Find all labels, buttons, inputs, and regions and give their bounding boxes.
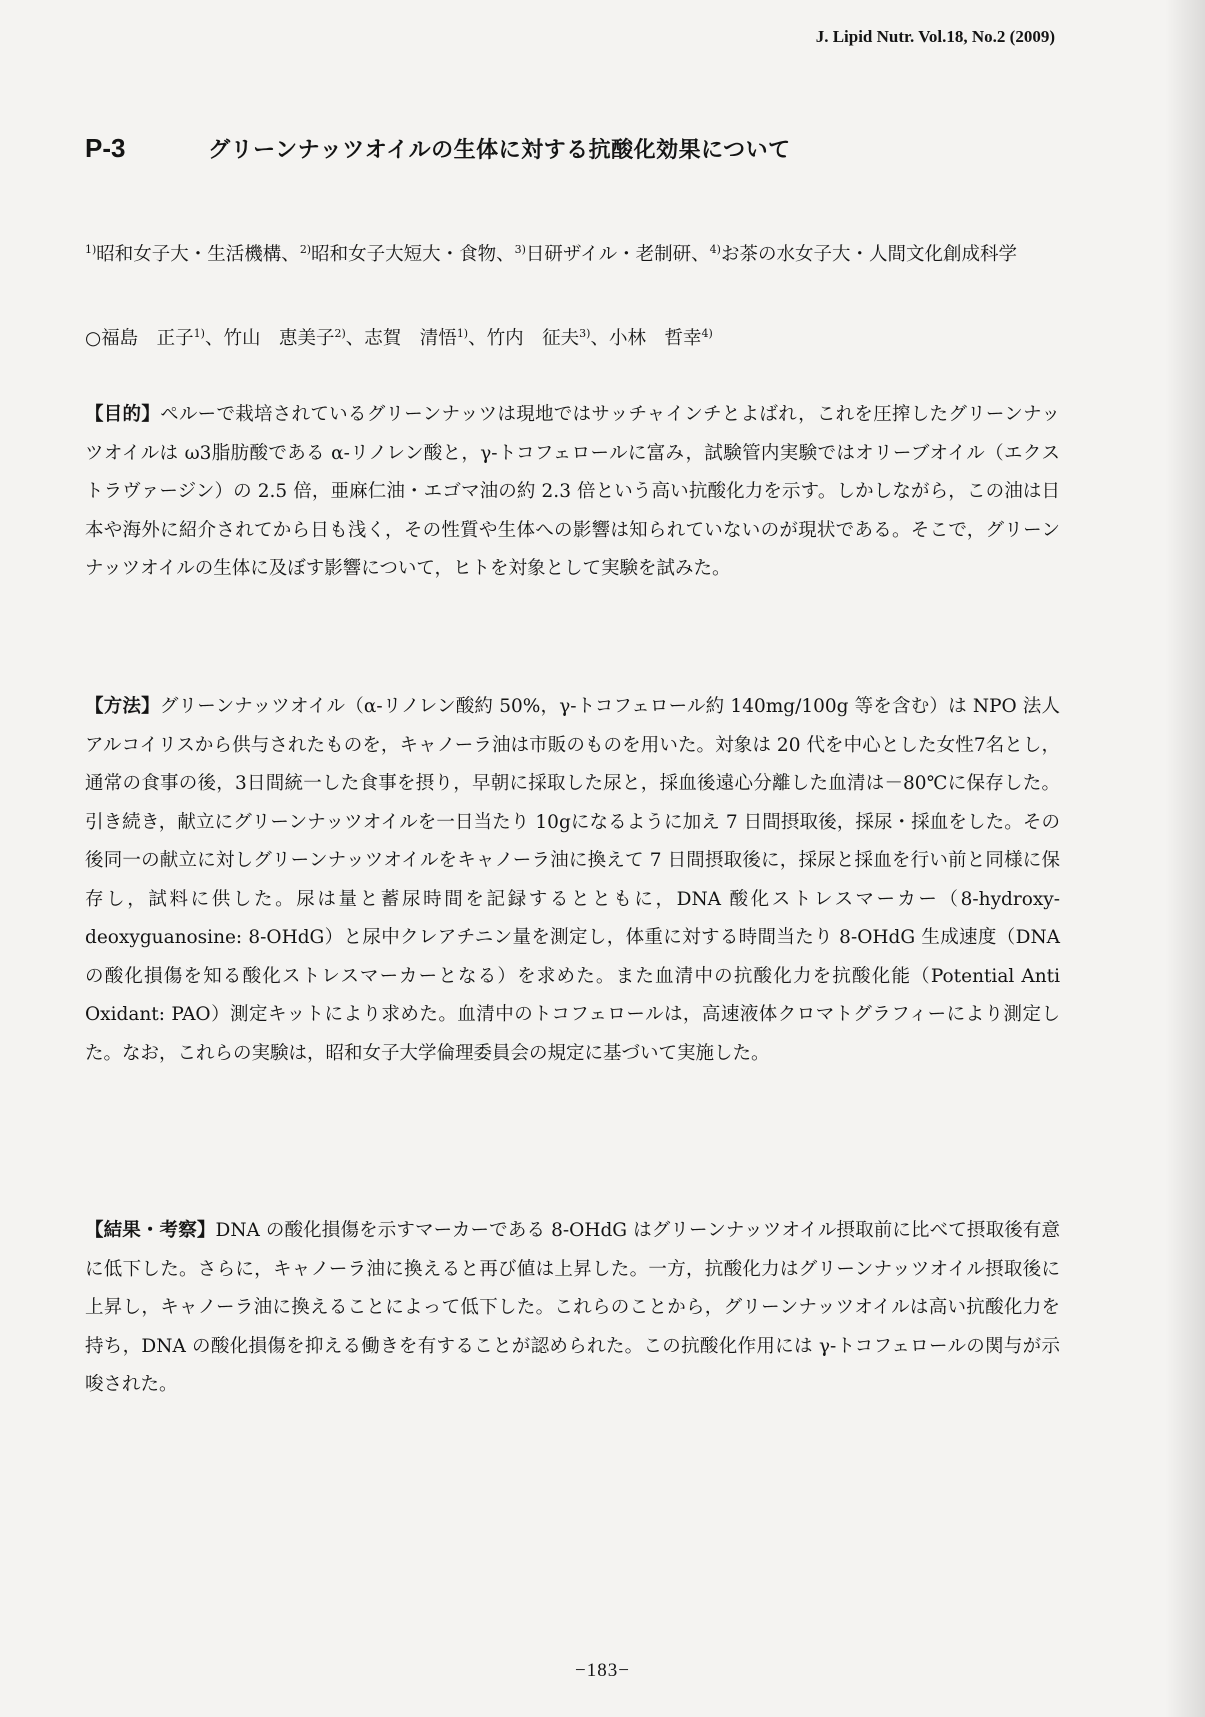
author-separator: 、 [468, 328, 487, 349]
author-name: 竹内 征夫 [486, 328, 580, 349]
section-result [85, 1212, 1060, 1405]
author-affiliation: 1) [193, 326, 205, 340]
affiliation-name: 日研ザイル・老制研、 [525, 244, 710, 265]
author-affiliation: 3) [579, 326, 591, 340]
poster-title-row [85, 133, 791, 164]
author-name: ○福島 正子 [85, 328, 194, 349]
section-heading: 【結果・考察】 [85, 1220, 216, 1241]
author [609, 328, 713, 349]
section-heading: 【方法】 [85, 696, 160, 717]
author [487, 328, 609, 349]
affiliation-name: 昭和女子大・生活機構、 [96, 244, 300, 265]
author-separator: 、 [204, 328, 224, 349]
author [364, 328, 486, 349]
section-purpose [85, 396, 1060, 589]
author-name: 小林 哲幸 [608, 328, 702, 349]
affiliation-name: お茶の水女子大・人間文化創成科学 [720, 244, 1017, 265]
affiliation-number: 2) [299, 242, 312, 256]
affiliation [710, 244, 1017, 265]
author-affiliation: 4) [701, 326, 713, 340]
page-number: −183− [575, 1660, 630, 1681]
journal-citation: J. Lipid Nutr. Vol.18, No.2 (2009) [815, 27, 1055, 46]
affiliation [515, 244, 710, 265]
affiliation-number: 1) [85, 242, 97, 256]
section-heading: 【目的】 [85, 404, 161, 425]
author-name: 志賀 清悟 [364, 328, 457, 349]
author-separator: 、 [590, 328, 609, 349]
section-method [85, 688, 1060, 1073]
author-separator: 、 [345, 328, 365, 349]
affiliations [85, 238, 1070, 272]
affiliation [300, 244, 515, 265]
author-name: 竹山 恵美子 [223, 328, 335, 349]
author [85, 328, 223, 349]
affiliation-number: 3) [514, 242, 526, 256]
author-affiliation: 2) [334, 326, 346, 340]
affiliation-number: 4) [709, 242, 721, 256]
affiliation-name: 昭和女子大短大・食物、 [311, 244, 515, 265]
affiliation [85, 244, 300, 265]
poster-title: グリーンナッツオイルの生体に対する抗酸化効果について [208, 138, 791, 163]
section-body: ペルーで栽培されているグリーンナッツは現地ではサッチャインチとよばれ，これを圧搾したグリーンナッツオイルは ω3脂肪酸である α-リノレン酸と，γ-トコフェロールに富み，試験管内実験ではオリーブオイル（エクストラヴァージン）の 2.5 倍，亜麻仁油・エゴマ油の約 2.3 倍という高い抗酸化力を示す。しかしながら，この油は日本や海外に紹介されてから日も浅く，その性質や生体への影響は知られていないのが現状である。そこで，グリーンナッツオイルの生体に及ぼす影響について，ヒトを対象として実験を試みた。 [85, 404, 1060, 579]
author-list [85, 322, 1070, 356]
author-affiliation: 1) [456, 326, 469, 340]
poster-id: P-3 [85, 133, 126, 163]
section-body: DNA の酸化損傷を示すマーカーである 8-OHdG はグリーンナッツオイル摂取前に比べて摂取後有意に低下した。さらに，キャノーラ油に換えると再び値は上昇した。一方，抗酸化力はグリーンナッツオイル摂取後に上昇し，キャノーラ油に換えることによって低下した。これらのことから，グリーンナッツオイルは高い抗酸化力を持ち，DNA の酸化損傷を抑える働きを有することが認められた。この抗酸化作用には γ-トコフェロールの関与が示唆された。 [85, 1220, 1060, 1395]
author [223, 328, 364, 349]
section-body: グリーンナッツオイル（α-リノレン酸約 50%，γ-トコフェロール約 140mg/100g 等を含む）は NPO 法人アルコイリスから供与されたものを，キャノーラ油は市販のものを用いた。対象は 20 代を中心とした女性7名とし，通常の食事の後，3日間統一した食事を摂り，早朝に採取した尿と，採血後遠心分離した血清は－80℃に保存した。引き続き，献立にグリーンナッツオイルを一日当たり 10gになるように加え 7 日間摂取後，採尿・採血をした。その後同一の献立に対しグリーンナッツオイルをキャノーラ油に換えて 7 日間摂取後に，採尿と採血を行い前と同様に保存し，試料に供した。尿は量と蓄尿時間を記録するとともに，DNA 酸化ストレスマーカー（8-hydroxy-deoxyguanosine: 8-OHdG）と尿中クレアチニン量を測定し，体重に対する時間当たり 8-OHdG 生成速度（DNA の酸化損傷を知る酸化ストレスマーカーとなる）を求めた。また血清中の抗酸化力を抗酸化能（Potential Anti Oxidant: PAO）測定キットにより求めた。血清中のトコフェロールは，高速液体クロマトグラフィーにより測定した。なお，これらの実験は，昭和女子大学倫理委員会の規定に基づいて実施した。 [85, 696, 1060, 1064]
scan-edge-shadow [1165, 0, 1205, 1717]
